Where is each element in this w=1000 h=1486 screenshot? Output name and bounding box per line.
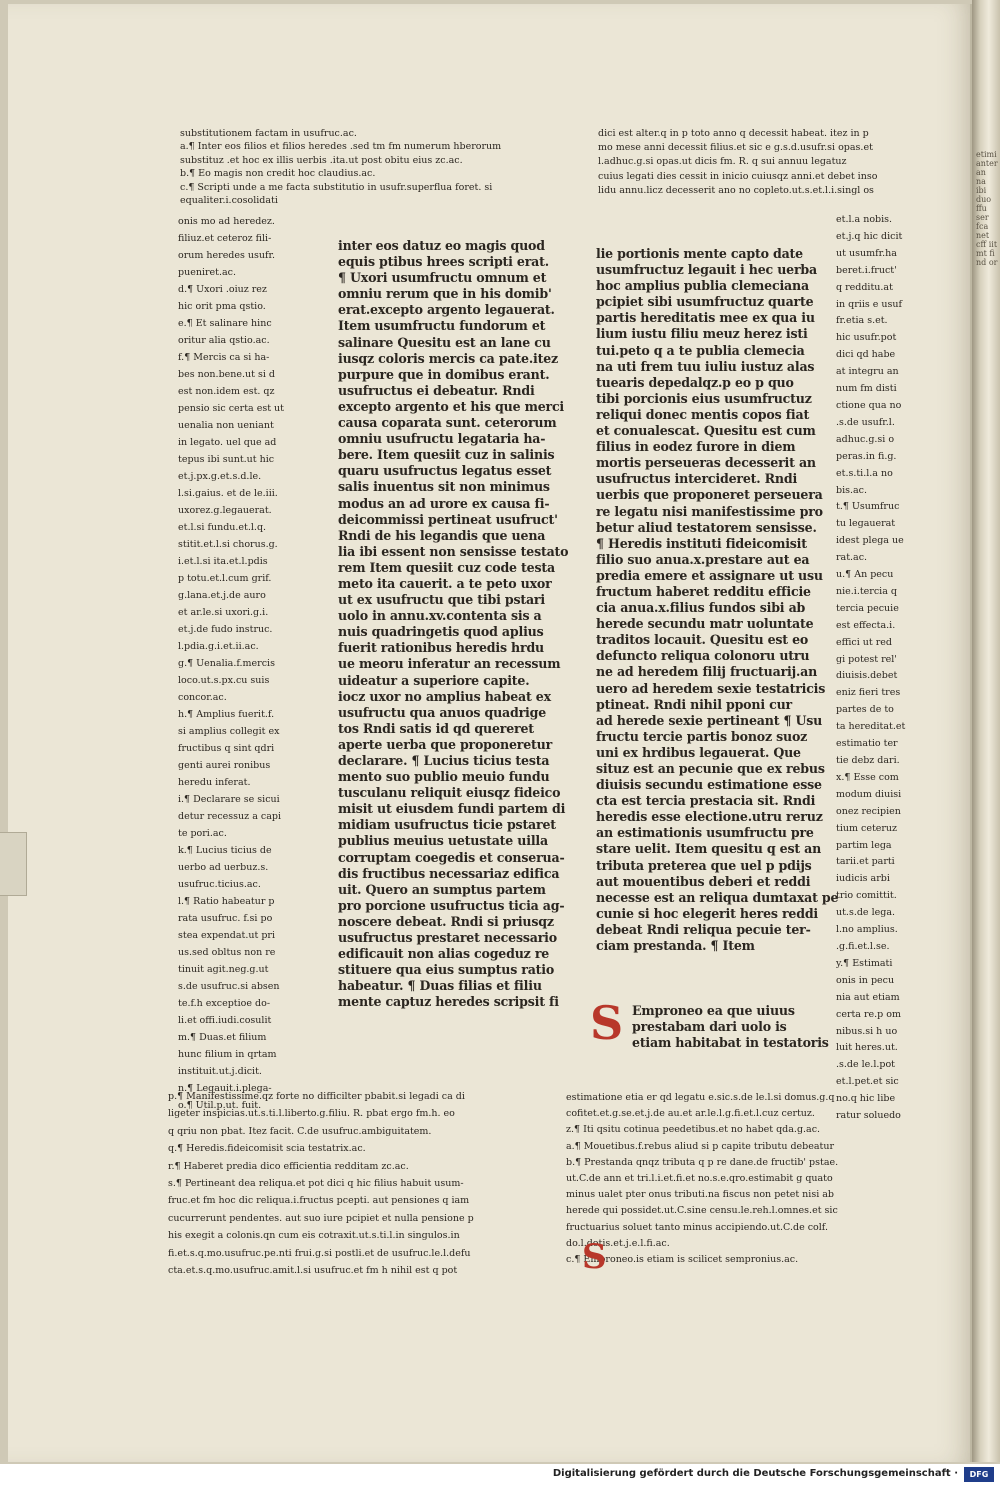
text-col-b-end-line: etiam habitabat in testatoris <box>632 1035 829 1051</box>
text-col-b-line: ad herede sexie pertineant ¶ Usu <box>596 712 823 728</box>
text-col-a-line: purpure que in domibus erant. <box>338 366 550 382</box>
text-col-b-end-line: Emproneo ea que uiuus <box>632 1003 795 1018</box>
bookmark-tab <box>0 832 27 896</box>
right-gloss-col-line: tie debz dari. <box>836 755 900 766</box>
left-gloss-col-line: et.j.px.g.et.s.d.le. <box>178 471 262 482</box>
text-col-a-line: equis ptibus hrees scripti erat. <box>338 254 549 270</box>
left-gloss-col-line: orum heredes usufr. <box>178 250 276 261</box>
right-gloss-col-line: partes de to <box>836 704 894 716</box>
text-col-a-line: usufructus prestaret necessario <box>338 930 557 946</box>
text-col-b-line: heredis esse electione.utru reruz <box>596 809 823 825</box>
text-col-b-line: tributa preterea que uel p pdijs <box>596 857 812 873</box>
right-gloss-col-line: y.¶ Estimati <box>836 957 893 969</box>
bottom-left-gloss-line: cta.et.s.q.mo.usufruc.amit.l.si usufruc.et fm h nihil est q pot <box>168 1265 458 1277</box>
bottom-right-gloss-line: do.l.dotis.et.j.e.l.fi.ac. <box>566 1237 670 1249</box>
text-col-b-line: na uti frem tuu iuliu iustuz alas <box>596 358 815 374</box>
text-col-b-line: uerbis que proponeret perseuera <box>596 487 823 503</box>
text-col-a-line: dis fructibus necessariaz edifica <box>338 865 560 881</box>
right-gloss-col-line: fr.etia s.et. <box>836 315 888 327</box>
left-gloss-col-line: te pori.ac. <box>178 828 227 839</box>
right-gloss-col-line: beret.i.fruct' <box>836 264 897 276</box>
right-gloss-col-line: l.no amplius. <box>836 924 898 936</box>
left-gloss-col-line: d.¶ Uxori .oiuz rez <box>178 284 267 295</box>
text-col-b-end-line: prestabam dari uolo is <box>632 1019 787 1035</box>
bottom-left-gloss-line: s.¶ Pertineant dea reliqua.et pot dici q hic filius habuit usum- <box>168 1178 464 1190</box>
text-col-b-line: fructum haberet redditu efficie <box>596 583 811 599</box>
text-col-b-line: pcipiet sibi usumfructuz quarte <box>596 294 814 310</box>
left-gloss-col-line: stitit.et.l.si chorus.g. <box>178 539 278 550</box>
left-gloss-col-line: f.¶ Mercis ca si ha- <box>178 352 270 363</box>
right-gloss-col-line: trio comittit. <box>836 890 897 902</box>
text-col-b-line: an estimationis usumfructu pre <box>596 825 814 841</box>
left-gloss-col-line: uerbo ad uerbuz.s. <box>178 862 269 873</box>
text-col-b-line: hoc amplius publia clemeciana <box>596 278 809 294</box>
text-col-a-line: tos Rndi satis id qd quereret <box>338 720 534 736</box>
left-gloss-col-line: te.f.h exceptioe do- <box>178 998 271 1009</box>
right-gloss-col-line: x.¶ Esse com <box>836 771 899 783</box>
text-col-b-line: stare uelit. Item quesitu q est an <box>596 841 822 857</box>
right-gloss-col-line: no.q hic libe <box>836 1093 896 1105</box>
left-gloss-col-line: onis mo ad heredez. <box>178 216 275 227</box>
text-col-a-line: usufructu qua anuos quadrige <box>338 704 547 720</box>
left-gloss-col-line: pensio sic certa est ut <box>178 403 284 414</box>
right-gloss-col-line: bis.ac. <box>836 484 868 496</box>
text-col-a-line: bere. Item quesiit cuz in salinis <box>338 447 555 463</box>
right-gloss-col-line: in qriis e usuf <box>836 298 903 310</box>
text-col-a-line: mento suo publio meuio fundu <box>338 769 550 785</box>
text-column-a <box>338 238 569 1011</box>
text-col-b-line: cta est tercia prestacia sit. Rndi <box>596 793 816 809</box>
left-gloss-col-line: i.et.l.si ita.et.l.pdis <box>178 556 268 567</box>
gloss-top-left <box>180 127 565 207</box>
right-gloss-col-line: certa re.p om <box>836 1008 901 1020</box>
text-col-a-line: stituere qua eius sumptus ratio <box>338 962 555 978</box>
text-col-b-line: tuearis depedalqz.p eo p quo <box>596 374 794 390</box>
right-gloss-col-line: .s.de le.l.pot <box>836 1059 895 1071</box>
bottom-right-gloss-line: fructuarius soluet tanto minus accipiendo.ut.C.de colf. <box>566 1221 828 1233</box>
right-gloss-col-line: ut usumfr.ha <box>836 247 897 259</box>
left-gloss-col-line: tinuit agit.neg.g.ut <box>178 964 269 975</box>
right-gloss-col-line: nibus.si h uo <box>836 1025 898 1037</box>
text-col-a-line: nuis quadringetis quod aplius <box>338 624 544 640</box>
left-gloss-col-line: loco.ut.s.px.cu suis <box>178 675 270 686</box>
text-col-b-line: re legatu nisi manifestissime pro <box>596 503 823 519</box>
text-col-b-line: lie portionis mente capto date <box>596 246 803 261</box>
text-column-b <box>596 246 839 954</box>
top-left-gloss-line: substituz .et hoc ex illis uerbis .ita.ut post obitu eius zc.ac. <box>180 154 463 166</box>
text-col-a-line: meto ita cauerit. a te peto uxor <box>338 575 552 591</box>
top-left-gloss-line: c.¶ Scripti unde a me facta substitutio in usufr.superflua foret. si <box>180 181 493 193</box>
left-gloss-col-line: s.de usufruc.si absen <box>178 981 280 992</box>
text-col-a-line: misit ut eiusdem fundi partem di <box>338 801 566 817</box>
text-col-b-line: predia emere et assignare ut usu <box>596 567 823 583</box>
text-col-a-line: lia ibi essent non sensisse testato <box>338 543 569 559</box>
left-gloss-col-line: l.pdia.g.i.et.ii.ac. <box>178 641 259 652</box>
text-col-b-line: uero ad heredem sexie testatricis <box>596 680 826 696</box>
right-gloss-top-line: lidu annu.licz decesserit ano no copleto.ut.s.et.l.i.singl os <box>598 184 874 196</box>
text-col-a-line: Rndi de his legandis que uena <box>338 527 546 543</box>
bottom-right-gloss-line: estimatione etia er qd legatu e.sic.s.de le.l.si domus.g.q <box>566 1092 835 1103</box>
left-gloss-col-line: n.¶ Legauit.i.plega- <box>178 1083 272 1094</box>
left-gloss-col-line: genti aurei ronibus <box>178 760 271 771</box>
right-gloss-col-line: gi potest rel' <box>836 653 897 665</box>
text-col-b-line: usufructus intercideret. Rndi <box>596 471 798 487</box>
text-col-a-line: ue meoru inferatur an recessum <box>338 656 561 672</box>
left-gloss-col-line: o.¶ Util.p.ut. fuit. <box>178 1100 262 1111</box>
bottom-left-gloss-line: fi.et.s.q.mo.usufruc.pe.nti frui.g.si postli.et de usufruc.le.l.defu <box>168 1247 471 1259</box>
left-gloss-col-line: stea expendat.ut pri <box>178 930 275 941</box>
text-col-a-line: corruptam coegedis et conserua- <box>338 849 565 865</box>
right-gloss-col-line: eniz fieri tres <box>836 687 901 699</box>
text-col-b-line: filio suo anua.x.prestare aut ea <box>596 551 810 567</box>
left-gloss-col-line: e.¶ Et salinare hinc <box>178 318 272 329</box>
text-col-b-line: ciam prestanda. ¶ Item <box>596 938 755 954</box>
text-col-a-line: midiam usufructus ticie pstaret <box>338 817 556 833</box>
text-col-a-line: uit. Quero an sumptus partem <box>338 881 546 897</box>
right-gloss-col-line: adhuc.g.si o <box>836 433 895 445</box>
text-col-a-line: omniu rerum que in his domib' <box>338 286 552 302</box>
right-gloss-col-line: est effecta.i. <box>836 619 896 631</box>
right-gloss-col-line: num fm disti <box>836 383 897 395</box>
left-gloss-col-line: concor.ac. <box>178 692 227 703</box>
text-col-a-line: ut ex usufructu que tibi pstari <box>338 592 545 608</box>
gloss-bottom-right <box>566 1090 916 1268</box>
right-gloss-col-line: tu legauerat <box>836 518 896 530</box>
gloss-left-column <box>178 213 310 1114</box>
text-col-a-line: erat.excepto argento legauerat. <box>338 302 555 318</box>
text-col-a-line: iusqz coloris mercis ca pate.itez <box>338 350 558 366</box>
right-gloss-col-line: nia aut etiam <box>836 991 900 1003</box>
text-col-b-line: necesse est an reliqua dumtaxat pe <box>596 889 839 905</box>
text-col-a-line: modus an ad urore ex causa fi- <box>338 495 550 511</box>
left-gloss-col-line: bes non.bene.ut si d <box>178 369 276 380</box>
right-gloss-top-line: dici est alter.q in p toto anno q decessit habeat. itez in p <box>598 128 869 139</box>
right-gloss-col-line: et.l.pet.et sic <box>836 1076 899 1088</box>
left-gloss-col-line: instituit.ut.j.dicit. <box>178 1066 262 1077</box>
text-col-b-line: defuncto reliqua colonoru utru <box>596 648 810 664</box>
text-col-b-line: cia anua.x.filius fundos sibi ab <box>596 600 806 616</box>
right-gloss-col-line: tium ceteruz <box>836 822 898 834</box>
bottom-left-gloss-line: his exegit a colonis.qn cum eis cotraxit.ut.s.ti.l.in singulos.in <box>168 1230 460 1242</box>
left-gloss-col-line: uenalia non ueniant <box>178 420 274 431</box>
left-gloss-col-line: detur recessuz a capi <box>178 811 281 822</box>
left-gloss-col-line: pueniret.ac. <box>178 267 236 278</box>
left-gloss-col-line: in legato. uel que ad <box>178 437 277 448</box>
left-gloss-col-line: li.et offi.iudi.cosulit <box>178 1015 272 1026</box>
text-col-b-line: ne ad heredem filij fructuarij.an <box>596 664 818 680</box>
left-gloss-col-line: p totu.et.l.cum grif. <box>178 573 272 584</box>
left-gloss-col-line: filiuz.et ceteroz fili- <box>178 233 272 244</box>
text-col-b-line: debeat Rndi reliqua pecuie ter- <box>596 921 811 937</box>
left-gloss-col-line: g.¶ Uenalia.f.mercis <box>178 658 275 669</box>
right-gloss-col-line: .g.fi.et.l.se. <box>836 940 890 952</box>
right-gloss-col-line: hic usufr.pot <box>836 332 897 344</box>
footer-credit: Digitalisierung gefördert durch die Deutsche Forschungsgemeinschaft · <box>552 1468 958 1479</box>
right-gloss-col-line: q redditu.at <box>836 281 893 293</box>
right-gloss-col-line: partim lega <box>836 839 892 851</box>
right-gloss-col-line: rat.ac. <box>836 552 868 564</box>
text-col-b-line: mortis perseueras decesserit an <box>596 455 816 471</box>
left-gloss-col-line: tepus ibi sunt.ut hic <box>178 454 275 465</box>
right-gloss-col-line: nie.i.tercia q <box>836 585 897 597</box>
text-col-a-line: tusculanu reliquit eiusqz fideico <box>338 785 561 801</box>
text-col-b-line: traditos locauit. Quesitu est eo <box>596 632 809 648</box>
right-gloss-col-line: effici ut red <box>836 636 892 648</box>
text-col-b-line: ¶ Heredis instituti fideicomisit <box>596 535 807 551</box>
text-col-a-line: fuerit rationibus heredis hrdu <box>338 640 545 656</box>
top-left-gloss-line: substitutionem factam in usufruc.ac. <box>180 128 357 139</box>
bottom-right-gloss-line: c.¶ Emproneo.is etiam is scilicet sempronius.ac. <box>566 1254 799 1266</box>
left-gloss-col-line: k.¶ Lucius ticius de <box>178 845 272 856</box>
text-col-a-line: inter eos datuz eo magis quod <box>338 238 545 253</box>
text-col-a-line: salinare Quesitu est an lane cu <box>338 334 551 350</box>
text-col-b-line: situz est an pecunie que ex rebus <box>596 761 825 776</box>
left-gloss-col-line: rata usufruc. f.si po <box>178 913 273 924</box>
right-gloss-col-line: peras.in fi.g. <box>836 450 897 462</box>
right-gloss-col-line: ut.s.de lega. <box>836 907 895 919</box>
text-col-b-line: lium iustu filiu meuz herez isti <box>596 326 808 342</box>
left-gloss-col-line: i.¶ Declarare se sicui <box>178 794 280 805</box>
right-gloss-top-line: mo mese anni decessit filius.et sic e g.s.d.usufr.si opas.et <box>598 142 873 154</box>
left-gloss-col-line: us.sed obltus non re <box>178 947 276 958</box>
bottom-left-gloss-line: q qriu non pbat. Itez facit. C.de usufruc.ambiguitatem. <box>168 1125 432 1137</box>
text-col-a-line: habeatur. ¶ Duas filias et filiu <box>338 978 542 994</box>
bottom-right-gloss-line: a.¶ Mouetibus.f.rebus aliud si p capite tributu debeatur <box>566 1140 834 1152</box>
initial-s-bottom: S <box>582 1237 607 1277</box>
right-gloss-col-line: ta hereditat.et <box>836 721 906 733</box>
right-gloss-col-line: u.¶ An pecu <box>836 569 894 581</box>
text-column-b-end <box>632 1003 829 1051</box>
bottom-left-gloss-line: ligeter inspicias.ut.s.ti.l.liberto.g.filiu. R. pbat ergo fm.h. eo <box>168 1108 455 1120</box>
text-col-b-line: betur aliud testatorem sensisse. <box>596 519 817 535</box>
left-gloss-col-line: hic orit pma qstio. <box>178 301 266 312</box>
right-gloss-col-line: onis in pecu <box>836 974 895 986</box>
right-gloss-col-line: diuisis.debet <box>836 670 898 682</box>
right-gloss-top-line: cuius legati dies cessit in inicio cuiusqz anni.et debet inso <box>598 170 878 182</box>
left-gloss-col-line: est non.idem est. qz <box>178 386 275 397</box>
text-col-a-line: causa coparata sunt. ceterorum <box>338 415 557 431</box>
bottom-right-gloss-line: cofitet.et.g.se.et.j.de au.et ar.le.l.g.fi.et.l.cuz certuz. <box>566 1108 815 1120</box>
text-col-b-line: fructu tercie partis bonoz suoz <box>596 728 808 744</box>
right-gloss-col-line: ratur soluedo <box>836 1110 901 1122</box>
left-gloss-col-line: uxorez.g.legauerat. <box>178 505 272 516</box>
bottom-right-gloss-line: b.¶ Prestanda qnqz tributa q p re dane.de fructib' pstae. <box>566 1156 839 1168</box>
right-gloss-col-line: tercia pecuie <box>836 602 899 614</box>
text-col-b-line: diuisis secundu estimatione esse <box>596 777 822 793</box>
right-gloss-col-line: modum diuisi <box>836 788 902 800</box>
text-col-b-line: ptineat. Rndi nihil pponi cur <box>596 696 792 712</box>
top-left-gloss-line: equaliter.i.cosolidati <box>180 195 278 207</box>
text-col-b-line: tibi porcionis eius usumfructuz <box>596 390 812 406</box>
bottom-left-gloss-line: p.¶ Manifestissime.qz forte no difficilter pbabit.si legadi ca di <box>168 1091 465 1102</box>
bottom-right-gloss-line: z.¶ Iti qsitu cotinua peedetibus.et no habet qda.g.ac. <box>566 1124 821 1136</box>
text-col-a-line: iocz uxor no amplius habeat ex <box>338 688 551 704</box>
bottom-right-gloss-line: ut.C.de ann et tri.l.i.et.fi.et no.s.e.qro.estimabit g quato <box>566 1173 833 1185</box>
text-col-a-line: Item usumfructu fundorum et <box>338 318 546 334</box>
bottom-left-gloss-line: fruc.et fm hoc dic reliqua.i.fructus pcepti. aut pensiones q iam <box>168 1195 470 1207</box>
text-col-a-line: declarare. ¶ Lucius ticius testa <box>338 753 550 768</box>
text-col-b-line: filius in eodez furore in diem <box>596 439 796 455</box>
left-gloss-col-line: et ar.le.si uxori.g.i. <box>178 607 269 618</box>
text-col-a-line: omniu usufructu legataria ha- <box>338 431 546 447</box>
facing-page-text: etimi anter an na ibi duo ffu ser fca net cff iit mt fi nd or <box>976 150 998 267</box>
text-col-b-line: reliqui donec mentis copos fiat <box>596 406 810 422</box>
text-col-b-line: herede secundu matr uoluntate <box>596 616 814 632</box>
right-gloss-col-line: et.l.a nobis. <box>836 214 893 225</box>
left-gloss-col-line: fructibus q sint qdri <box>178 743 275 754</box>
right-gloss-col-line: et.s.ti.l.a no <box>836 467 893 479</box>
top-left-gloss-line: a.¶ Inter eos filios et filios heredes .sed tm fm numerum hberorum <box>180 141 502 153</box>
text-col-a-line: usufructus ei debeatur. Rndi <box>338 382 535 398</box>
left-gloss-col-line: h.¶ Amplius fuerit.f. <box>178 709 275 720</box>
text-col-a-line: quaru usufructus legatus esset <box>338 463 552 479</box>
bottom-right-gloss-line: herede qui possidet.ut.C.sine censu.le.reh.l.omnes.et sic <box>566 1205 838 1217</box>
right-gloss-col-line: .s.de usufr.l. <box>836 416 895 428</box>
initial-s-column: S <box>590 996 624 1050</box>
dfg-logo: DFG <box>964 1467 994 1482</box>
gloss-right-column <box>836 212 960 1125</box>
text-col-a-line: salis inuentus sit non minimus <box>338 479 550 495</box>
text-col-a-line: publius meuius uetustate uilla <box>338 833 548 849</box>
left-gloss-col-line: si amplius collegit ex <box>178 726 280 737</box>
right-gloss-col-line: tarii.et parti <box>836 856 895 868</box>
left-gloss-col-line: hunc filium in qrtam <box>178 1049 277 1060</box>
right-gloss-col-line: dici qd habe <box>836 349 896 361</box>
right-gloss-top-line: l.adhuc.g.si opas.ut dicis fm. R. q sui annuu legatuz <box>598 156 847 168</box>
text-col-b-line: aut mouentibus deberi et reddi <box>596 873 811 889</box>
left-gloss-col-line: g.lana.et.j.de auro <box>178 590 266 601</box>
text-col-b-line: et conualescat. Quesitu est cum <box>596 423 816 439</box>
text-col-a-line: mente captuz heredes scripsit fi <box>338 994 559 1010</box>
text-col-a-line: uideatur a superiore capite. <box>338 672 530 688</box>
left-gloss-col-line: et.l.si fundu.et.l.q. <box>178 522 267 533</box>
text-col-a-line: excepto argento et his que merci <box>338 398 564 414</box>
left-gloss-col-line: usufruc.ticius.ac. <box>178 879 261 890</box>
bottom-left-gloss-line: cucurrerunt pendentes. aut suo iure pcipiet et nulla pensione p <box>168 1212 474 1224</box>
bottom-left-gloss-line: q.¶ Heredis.fideicomisit scia testatrix.ac. <box>168 1143 366 1155</box>
bottom-left-gloss-line: r.¶ Haberet predia dico efficientia redditam zc.ac. <box>168 1160 409 1172</box>
left-gloss-col-line: l.si.gaius. et de le.iii. <box>178 488 278 499</box>
gloss-top-right <box>598 127 950 198</box>
left-gloss-col-line: m.¶ Duas.et filium <box>178 1032 267 1043</box>
bottom-right-gloss-line: minus ualet pter onus tributi.na fiscus non petet nisi ab <box>566 1189 835 1201</box>
right-gloss-col-line: luit heres.ut. <box>836 1042 898 1054</box>
text-col-b-line: cunie si hoc elegerit heres reddi <box>596 905 819 921</box>
right-gloss-col-line: at integru an <box>836 366 899 378</box>
right-gloss-col-line: et.j.q hic dicit <box>836 230 903 242</box>
text-col-a-line: noscere debeat. Rndi si priusqz <box>338 913 554 929</box>
right-gloss-col-line: estimatio ter <box>836 738 898 750</box>
left-gloss-col-line: heredu inferat. <box>178 777 251 788</box>
top-left-gloss-line: b.¶ Eo magis non credit hoc claudius.ac. <box>180 168 376 180</box>
left-gloss-col-line: l.¶ Ratio habeatur p <box>178 896 275 907</box>
left-gloss-col-line: et.j.de fudo instruc. <box>178 624 273 635</box>
text-col-a-line: aperte uerba que proponeretur <box>338 736 553 752</box>
text-col-a-line: pro porcione usufructus ticia ag- <box>338 897 565 913</box>
text-col-a-line: ¶ Uxori usumfructu omnum et <box>338 270 547 286</box>
text-col-b-line: partis hereditatis mee ex qua iu <box>596 310 815 326</box>
text-col-a-line: edificauit non alias cogeduz re <box>338 946 550 962</box>
gloss-bottom-left <box>168 1088 558 1279</box>
right-gloss-col-line: iudicis arbi <box>836 873 890 885</box>
right-gloss-col-line: idest plega ue <box>836 535 904 547</box>
text-col-a-line: uolo in annu.xv.contenta sis a <box>338 608 542 624</box>
footer-bar <box>0 1464 1000 1486</box>
right-gloss-col-line: t.¶ Usumfruc <box>836 501 900 513</box>
right-gloss-col-line: onez recipien <box>836 805 901 817</box>
text-col-b-line: usumfructuz legauit i hec uerba <box>596 262 817 278</box>
text-col-b-line: uni ex hrdibus legauerat. Que <box>596 744 801 760</box>
text-col-b-line: tui.peto q a te publia clemecia <box>596 342 805 358</box>
right-gloss-col-line: ctione qua no <box>836 399 902 411</box>
text-col-a-line: deicommissi pertineat usufruct' <box>338 511 558 527</box>
text-col-a-line: rem Item quesiit cuz code testa <box>338 559 555 575</box>
left-gloss-col-line: oritur alia qstio.ac. <box>178 335 270 346</box>
